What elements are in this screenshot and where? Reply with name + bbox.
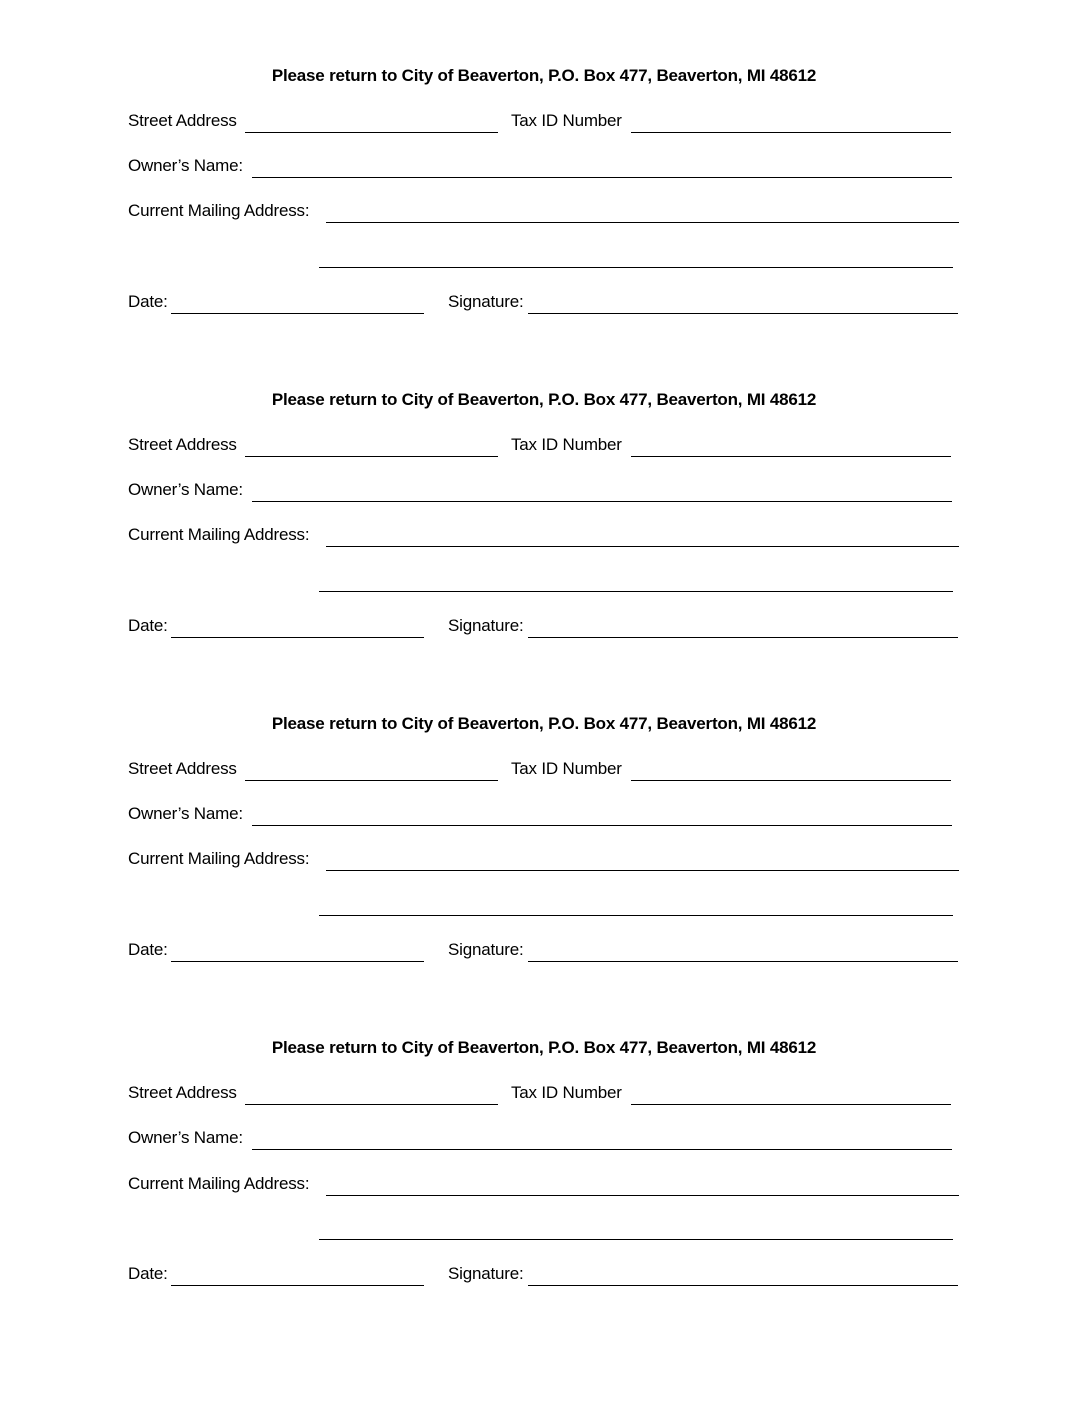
signature-field[interactable]	[528, 614, 958, 638]
mailing-address-field-line-2[interactable]	[319, 244, 953, 268]
date-label: Date:	[128, 292, 168, 311]
date-field[interactable]	[171, 614, 424, 638]
owner-name-field[interactable]	[252, 802, 952, 826]
mailing-address-field-line-2[interactable]	[319, 892, 953, 916]
return-notice: Please return to City of Beaverton, P.O. Box 477, Beaverton, MI 48612	[271, 1038, 817, 1057]
signature-field[interactable]	[528, 938, 958, 962]
mailing-address-field[interactable]	[326, 523, 959, 547]
owner-name-label: Owner’s Name:	[128, 1128, 243, 1147]
owner-name-label: Owner’s Name:	[128, 804, 243, 823]
mailing-address-label: Current Mailing Address:	[128, 525, 310, 544]
tax-id-field[interactable]	[631, 757, 951, 781]
street-address-field[interactable]	[245, 1081, 498, 1105]
date-label: Date:	[128, 1264, 168, 1283]
street-address-label: Street Address	[128, 111, 237, 130]
return-slip-1	[0, 64, 1088, 324]
return-slip-3	[0, 712, 1088, 972]
street-address-label: Street Address	[128, 759, 237, 778]
street-address-field[interactable]	[245, 757, 498, 781]
owner-name-field[interactable]	[252, 1126, 952, 1150]
return-notice: Please return to City of Beaverton, P.O. Box 477, Beaverton, MI 48612	[271, 714, 817, 733]
signature-field[interactable]	[528, 290, 958, 314]
signature-label: Signature:	[448, 616, 524, 635]
signature-label: Signature:	[448, 940, 524, 959]
signature-label: Signature:	[448, 292, 524, 311]
date-field[interactable]	[171, 1262, 424, 1286]
mailing-address-field-line-2[interactable]	[319, 1216, 953, 1240]
mailing-address-field[interactable]	[326, 847, 959, 871]
owner-name-label: Owner’s Name:	[128, 156, 243, 175]
mailing-address-label: Current Mailing Address:	[128, 849, 310, 868]
return-slip-2	[0, 388, 1088, 648]
tax-id-label: Tax ID Number	[511, 435, 622, 454]
tax-id-label: Tax ID Number	[511, 759, 622, 778]
street-address-field[interactable]	[245, 433, 498, 457]
street-address-field[interactable]	[245, 109, 498, 133]
tax-id-label: Tax ID Number	[511, 1083, 622, 1102]
return-slip-4	[0, 1036, 1088, 1296]
owner-name-field[interactable]	[252, 154, 952, 178]
mailing-address-field[interactable]	[326, 199, 959, 223]
date-label: Date:	[128, 940, 168, 959]
mailing-address-label: Current Mailing Address:	[128, 201, 310, 220]
signature-label: Signature:	[448, 1264, 524, 1283]
mailing-address-label: Current Mailing Address:	[128, 1174, 310, 1193]
return-notice: Please return to City of Beaverton, P.O. Box 477, Beaverton, MI 48612	[271, 66, 817, 85]
date-label: Date:	[128, 616, 168, 635]
tax-id-label: Tax ID Number	[511, 111, 622, 130]
tax-id-field[interactable]	[631, 109, 951, 133]
return-notice: Please return to City of Beaverton, P.O. Box 477, Beaverton, MI 48612	[271, 390, 817, 409]
date-field[interactable]	[171, 290, 424, 314]
date-field[interactable]	[171, 938, 424, 962]
owner-name-label: Owner’s Name:	[128, 480, 243, 499]
mailing-address-field-line-2[interactable]	[319, 568, 953, 592]
signature-field[interactable]	[528, 1262, 958, 1286]
street-address-label: Street Address	[128, 435, 237, 454]
street-address-label: Street Address	[128, 1083, 237, 1102]
tax-id-field[interactable]	[631, 1081, 951, 1105]
tax-id-field[interactable]	[631, 433, 951, 457]
owner-name-field[interactable]	[252, 478, 952, 502]
mailing-address-field[interactable]	[326, 1172, 959, 1196]
